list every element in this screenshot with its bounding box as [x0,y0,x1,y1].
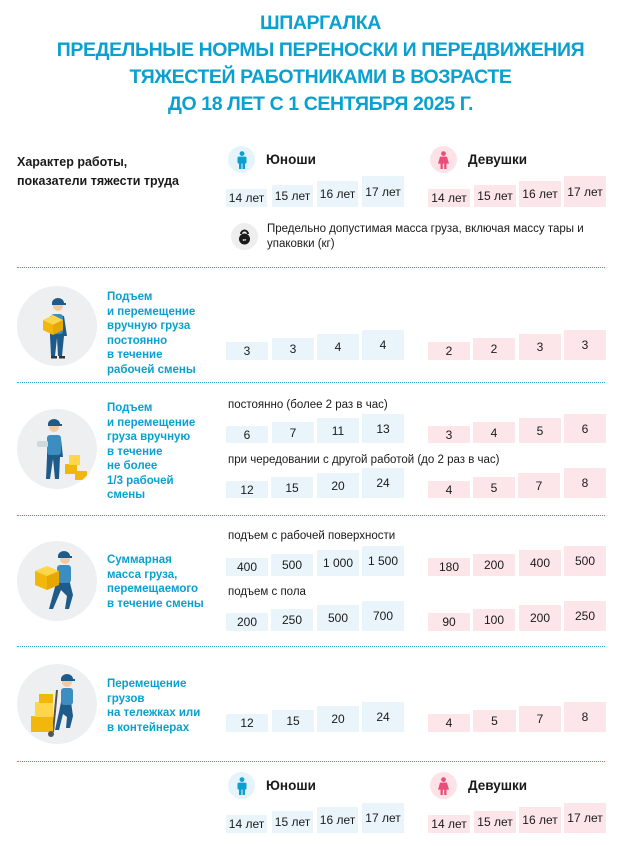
age-14-boys: 14 лет [226,189,267,207]
row-label-line: 1/3 рабочей [107,474,174,487]
units-note [231,222,587,252]
age-14-boys: 14 лет [226,815,267,833]
row-label-line: Суммарная [107,554,172,566]
value-girls-14: 180 [428,558,470,576]
value-boys-15: 250 [271,609,313,631]
divider [17,761,605,762]
value-girls-16: 5 [519,418,561,443]
row-label-line: не более [107,460,158,472]
worker-pushing-hand-truck-illustration [17,664,97,744]
value-girls-17: 3 [564,330,606,360]
age-15-girls: 15 лет [474,185,516,207]
value-boys-16: 4 [317,334,359,360]
age-14-girls: 14 лет [428,815,470,833]
age-16-boys: 16 лет [317,807,358,833]
sublabel-constant: постоянно (более 2 раз в час) [228,399,388,411]
page-title [0,10,641,118]
row-label-total-mass [107,553,217,611]
value-boys-17: 700 [362,601,404,631]
value-boys-14: 3 [226,342,268,360]
value-girls-16: 400 [519,550,561,576]
row-label-line: в течение смены [107,597,204,610]
svg-text:кг: кг [242,236,247,242]
title-line: ДО 18 ЛЕТ С 1 СЕНТЯБРЯ 2025 Г. [167,93,473,115]
value-girls-14: 90 [428,613,470,631]
boys-label: Юноши [266,778,316,793]
value-girls-15: 4 [473,422,515,443]
row-label-line: Перемещение [107,678,187,690]
value-boys-17: 24 [362,468,404,498]
value-girls-15: 200 [473,554,515,576]
column-header-work-type [17,153,179,191]
girls-header [430,146,527,173]
value-girls-17: 500 [564,546,606,576]
value-boys-14: 400 [226,558,268,576]
value-girls-15: 5 [473,477,515,498]
age-17-girls: 17 лет [564,176,606,207]
boys-label: Юноши [266,152,316,167]
value-boys-16: 11 [317,418,359,443]
age-17-girls: 17 лет [564,803,606,833]
row-label-line: постоянно [107,334,168,347]
age-15-girls: 15 лет [474,811,516,833]
value-boys-14: 6 [226,426,268,443]
row-label-line: масса груза, [107,568,178,581]
divider [17,515,605,516]
value-boys-15: 15 [272,710,314,732]
row-label-line: и перемещение [107,416,196,429]
boys-header [228,146,316,173]
age-16-boys: 16 лет [317,181,358,207]
value-girls-15: 100 [473,609,515,631]
value-boys-15: 15 [271,477,313,498]
value-girls-14: 4 [428,481,470,498]
value-boys-15: 3 [272,338,314,360]
value-boys-14: 12 [226,714,268,732]
row-label-line: Подъем [107,291,153,303]
male-person-icon [228,772,255,799]
value-girls-17: 8 [564,702,606,732]
worker-with-tablet-and-boxes-illustration [17,409,97,489]
value-girls-14: 2 [428,342,470,360]
value-boys-14: 200 [226,613,268,631]
row-label-line: в течение [107,445,163,458]
row-label-manual-constant [107,290,217,377]
value-girls-17: 6 [564,414,606,443]
row-label-line: в контейнерах [107,721,190,734]
value-boys-16: 500 [317,605,359,631]
row-label-line: в течение [107,349,163,361]
value-girls-15: 2 [473,338,515,360]
row-label-line: смены [107,489,146,501]
value-boys-17: 1 500 [362,546,404,576]
value-boys-17: 24 [362,702,404,732]
row-label-line: рабочей смены [107,363,196,376]
title-line: ПРЕДЕЛЬНЫЕ НОРМЫ ПЕРЕНОСКИ И ПЕРЕДВИЖЕНИЯ [56,39,585,61]
value-boys-16: 20 [317,706,359,732]
row-label-line: на тележках или [107,707,201,719]
row-label-carts-containers [107,677,217,735]
age-15-boys: 15 лет [272,185,313,207]
value-boys-16: 1 000 [317,550,359,576]
value-girls-16: 3 [519,334,561,360]
age-16-girls: 16 лет [519,181,561,207]
header-label-line: Характер работы, [17,155,128,169]
units-note-text: Предельно допустимая масса груза, включая массу тары и упаковки (кг) [267,223,584,250]
row-label-manual-third-shift [107,401,217,503]
row-label-line: вручную груза [107,320,191,332]
value-boys-15: 500 [271,554,313,576]
age-14-girls: 14 лет [428,189,470,207]
worker-lifting-box-illustration [17,541,97,621]
row-label-line: грузов [107,692,145,705]
sublabel-alternating: при чередовании с другой работой (до 2 раз в час) [228,454,500,466]
row-label-line: перемещаемого [107,583,199,595]
value-boys-14: 12 [226,481,268,498]
divider [17,267,605,268]
divider [17,646,605,647]
female-person-icon [430,772,457,799]
value-girls-16: 7 [518,473,560,498]
title-line: ШПАРГАЛКА [260,12,381,34]
sublabel-from-work-surface: подъем с рабочей поверхности [228,530,396,542]
header-label-line: показатели тяжести труда [17,174,179,188]
value-girls-16: 7 [519,706,561,732]
age-17-boys: 17 лет [362,803,404,833]
row-label-line: и перемещение [107,305,196,318]
age-16-girls: 16 лет [519,807,561,833]
male-person-icon [228,146,255,173]
divider [17,382,605,383]
value-boys-17: 13 [362,414,404,443]
row-label-line: груза вручную [107,431,191,443]
value-boys-16: 20 [317,473,359,498]
row-label-line: Подъем [107,402,153,414]
sublabel-from-floor: подъем с пола [228,586,306,598]
female-person-icon [430,146,457,173]
value-boys-15: 7 [272,422,314,443]
value-girls-17: 250 [564,601,606,631]
girls-label: Девушки [468,778,528,793]
worker-carrying-box-illustration [17,286,97,366]
girls-footer [430,772,527,799]
boys-footer [228,772,316,799]
kettlebell-icon [231,223,258,250]
value-girls-14: 4 [428,714,470,732]
title-line: ТЯЖЕСТЕЙ РАБОТНИКАМИ В ВОЗРАСТЕ [129,66,512,88]
value-girls-14: 3 [428,426,470,443]
value-girls-15: 5 [473,710,516,732]
value-girls-17: 8 [564,468,606,498]
value-boys-17: 4 [362,330,404,360]
girls-label: Девушки [468,152,528,167]
age-15-boys: 15 лет [272,811,313,833]
value-girls-16: 200 [519,605,561,631]
age-17-boys: 17 лет [362,176,404,207]
